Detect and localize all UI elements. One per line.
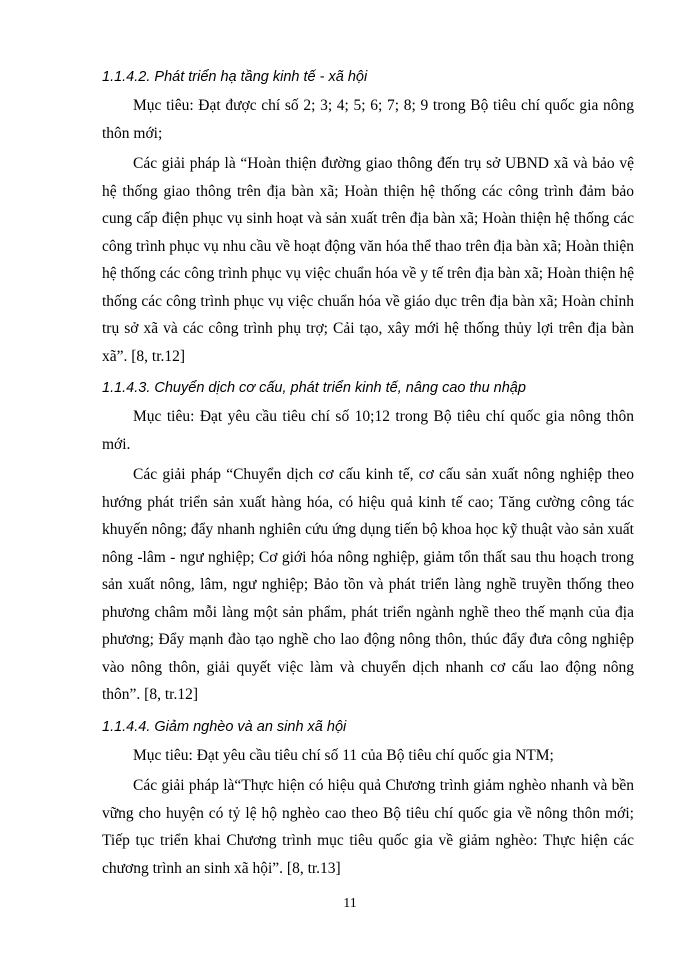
section-heading: 1.1.4.2. Phát triển hạ tầng kinh tế - xã hội <box>102 69 368 85</box>
page-content <box>102 62 634 885</box>
objective-paragraph: Mục tiêu: Đạt được chí số 2; 3; 4; 5; 6; 7; 8; 9 trong Bộ tiêu chí quốc gia nông thôn mới; <box>102 97 634 142</box>
section-heading: 1.1.4.3. Chuyển dịch cơ cấu, phát triển kinh tế, nâng cao thu nhập <box>102 380 526 396</box>
section-poverty-reduction <box>102 712 634 883</box>
solutions-paragraph: Các giải pháp là “Hoàn thiện đường giao thông đến trụ sở UBND xã và bảo vệ hệ thống giao thông trên địa bàn xã; Hoàn thiện hệ thống các công trình đảm bảo cung cấp điện phục vụ sinh hoạt và sản xuất trên địa bàn xã; Hoàn thiện hệ thống các công trình phục vụ nhu cầu về hoạt động văn hóa thể thao trên địa bàn xã; Hoàn thiện hệ thống các công trình phục vụ việc chuẩn hóa về y tế trên địa bàn xã; Hoàn thiện hệ thống các công trình phục vụ việc chuẩn hóa về giáo dục trên địa bàn xã; Hoàn chỉnh trụ sở xã và các công trình phụ trợ; Cải tạo, xây mới hệ thống thủy lợi trên địa bàn xã”. [8, tr.12] <box>102 155 634 365</box>
section-infrastructure <box>102 62 634 370</box>
solutions-paragraph: Các giải pháp “Chuyển dịch cơ cấu kinh tế, cơ cấu sản xuất nông nghiệp theo hướng phát triển sản xuất hàng hóa, có hiệu quả kinh tế cao; Tăng cường công tác khuyến nông; đẩy nhanh nghiên cứu ứng dụng tiến bộ khoa học kỹ thuật vào sản xuất nông -lâm - ngư nghiệp; Cơ giới hóa nông nghiệp, giảm tổn thất sau thu hoạch trong sản xuất nông, lâm, ngư nghiệp; Bảo tồn và phát triển làng nghề truyền thống theo phương châm mỗi làng một sản phẩm, phát triển ngành nghề theo thế mạnh của địa phương; Đẩy mạnh đào tạo nghề cho lao động nông thôn, thúc đẩy đưa công nghiệp vào nông thôn, giải quyết việc làm và chuyển dịch nhanh cơ cấu lao động nông thôn”. [8, tr.12] <box>102 466 634 703</box>
objective-paragraph: Mục tiêu: Đạt yêu cầu tiêu chí số 11 của Bộ tiêu chí quốc gia NTM; <box>133 746 554 764</box>
objective-paragraph: Mục tiêu: Đạt yêu cầu tiêu chí số 10;12 trong Bộ tiêu chí quốc gia nông thôn mới. <box>102 408 634 453</box>
section-heading: 1.1.4.4. Giảm nghèo và an sinh xã hội <box>102 718 347 735</box>
section-economic-restructuring <box>102 373 634 709</box>
page-number: 11 <box>343 896 357 911</box>
solutions-paragraph: Các giải pháp là“Thực hiện có hiệu quả Chương trình giảm nghèo nhanh và bền vững cho huyện có tỷ lệ hộ nghèo cao theo Bộ tiêu chí quốc gia về nông thôn mới; Tiếp tục triển khai Chương trình mục tiêu quốc gia về giảm nghèo: Thực hiện các chương trình an sinh xã hội”. [8, tr.13] <box>102 777 634 877</box>
